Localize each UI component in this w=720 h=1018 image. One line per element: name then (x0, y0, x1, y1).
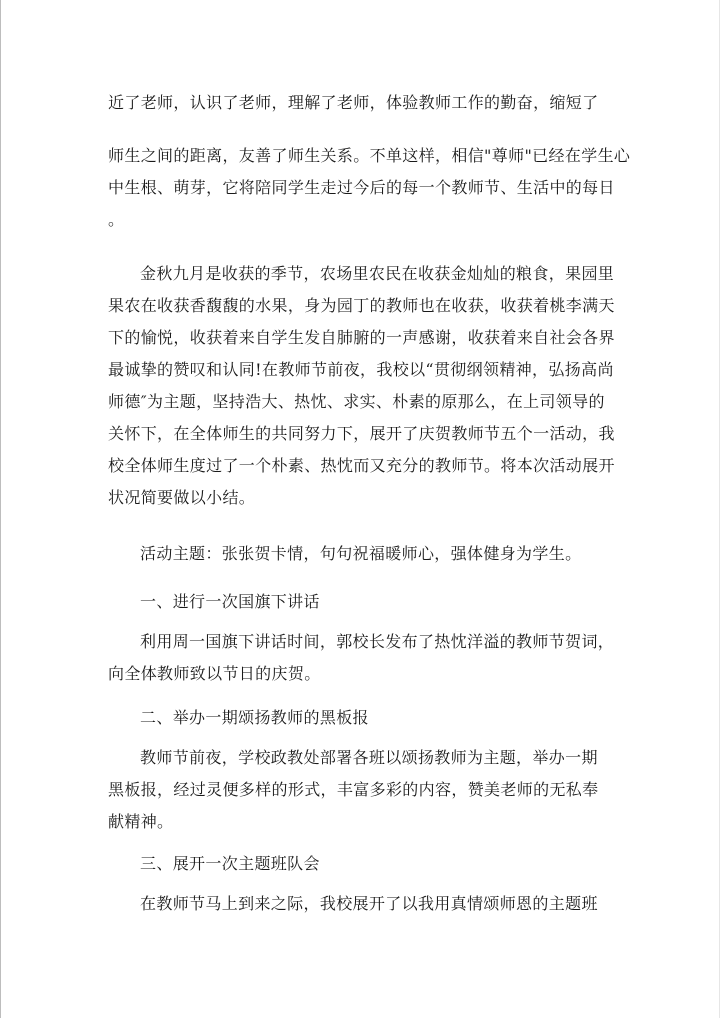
text-line: 最诚挚的赞叹和认同!在教师节前夜，我校以“贯彻纲领精神，弘扬高尚 (108, 360, 614, 379)
text-line: 校全体师生度过了一个朴素、热忱而又充分的教师节。将本次活动展开 (108, 456, 615, 475)
text-line: 近了老师，认识了老师，理解了老师，体验教师工作的勤奋，缩短了 (108, 93, 599, 112)
section-heading-1: 一、进行一次国旗下讲话 (140, 592, 320, 611)
activity-theme: 活动主题：张张贺卡情，句句祝福暖师心，强体健身为学生。 (140, 544, 582, 563)
text-line: 向全体教师致以节日的庆贺。 (108, 664, 321, 683)
paragraph-first-line: 利用周一国旗下讲话时间，郭校长发布了热忱洋溢的教师节贺词， (140, 632, 615, 651)
text-line: 关怀下，在全体师生的共同努力下，展开了庆贺教师节五个一活动，我 (108, 424, 615, 443)
section-heading-3: 三、展开一次主题班队会 (140, 854, 320, 873)
text-line: 中生根、萌芽，它将陪同学生走过今后的每一个教师节、生活中的每日 (108, 178, 615, 197)
paragraph-first-line: 在教师节马上到来之际，我校展开了以我用真情颂师恩的主题班 (140, 894, 598, 913)
text-line: 果农在收获香馥馥的水果，身为园丁的教师也在收获，收获着桃李满天 (108, 296, 615, 315)
text-line: 下的愉悦，收获着来自学生发自肺腑的一声感谢，收获着来自社会各界 (108, 328, 615, 347)
paragraph-first-line: 金秋九月是收获的季节，农场里农民在收获金灿灿的粮食，果园里 (140, 264, 615, 283)
text-line: 。 (108, 210, 125, 229)
text-line: 师德″为主题，坚持浩大、热忱、求实、朴素的原那么，在上司领导的 (108, 392, 605, 411)
text-line: 献精神。 (108, 812, 174, 831)
section-heading-2: 二、举办一期颂扬教师的黑板报 (140, 708, 369, 727)
paragraph-first-line: 教师节前夜，学校政教处部署各班以颂扬教师为主题，举办一期 (140, 748, 598, 767)
text-line: 黑板报，经过灵便多样的形式，丰富多彩的内容，赞美老师的无私奉 (108, 780, 599, 799)
text-line: 状况简要做以小结。 (108, 488, 256, 507)
text-line: 师生之间的距离，友善了师生关系。不单这样，相信"尊师"已经在学生心 (108, 146, 631, 165)
